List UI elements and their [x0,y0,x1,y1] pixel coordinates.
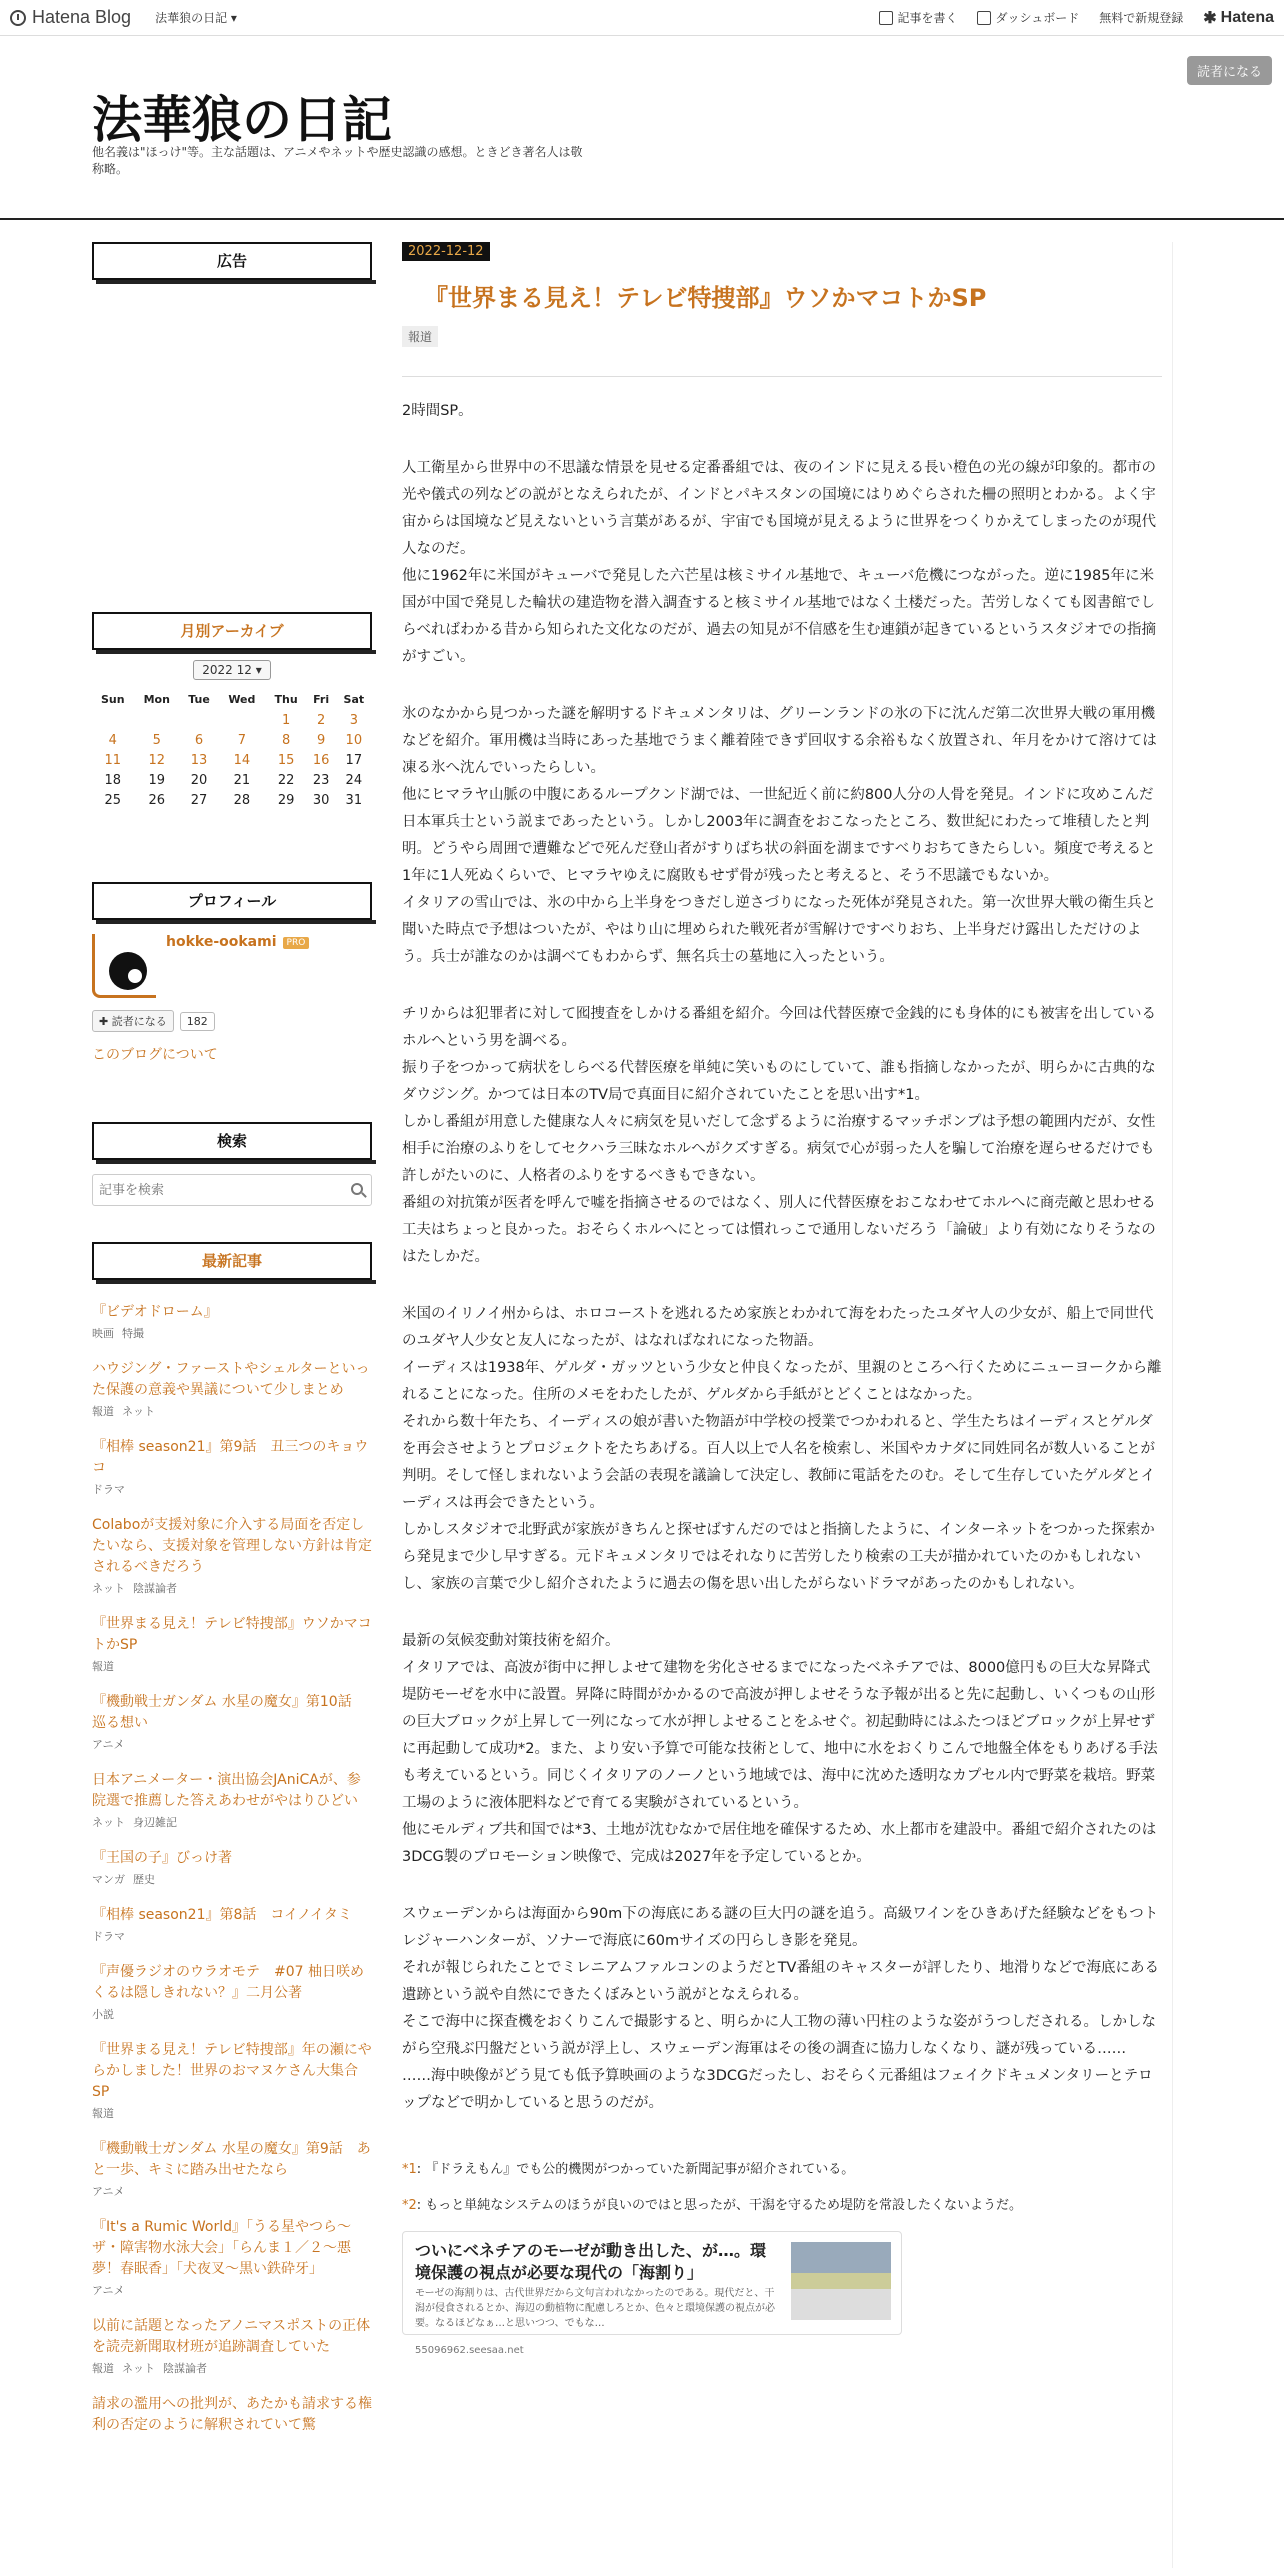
post-paragraph: 他に1962年に米国がキューバで発見した六芒星は核ミサイル基地で、キューバ危機につながった。逆に1985年に米国が中国で発見した輪状の建造物を潜入調査すると核ミサイル基地ではなく土楼だった。苦労しなくても図書館でしらべればわかる昔から知られた文化なのだが、過去の知見が不信感を生む連鎖が起きているというスタジオでの指摘がすごい。 [402,568,1156,665]
recent-item-category[interactable]: アニメ [92,2185,125,2198]
recent-item-category[interactable]: 報道 [92,1405,114,1418]
search-icon[interactable] [351,1183,363,1195]
blog-header [0,36,1284,220]
calendar-day: 25 [104,792,122,808]
recent-item [92,1692,372,1752]
recent-item-title[interactable]: 『世界まる見え！テレビ特捜部』ウソかマコトかSP [92,1616,372,1653]
recent-item-category[interactable]: 身辺雑記 [133,1816,177,1829]
calendar-day: 19 [148,772,166,788]
recent-item-category[interactable]: ドラマ [92,1930,125,1943]
archive-module [92,612,372,810]
calendar-day: 26 [148,792,166,808]
post-paragraph: しかしスタジオで北野武が家族がきちんと探せばすんだのではと指摘したように、インターネットをつかった探索から発見まで少し早すぎる。元ドキュメンタリではそれなりに苦労したり検索の工夫が描かれていたのかもしれないし、家族の言葉で少し紹介されたように過去の傷を思い出したがらないドラマがあったのかもしれない。 [402,1522,1155,1592]
calendar-day[interactable]: 2 [316,712,326,728]
post-paragraph: それが報じられたことでミレニアムファルコンのようだとTV番組のキャスターが評したり、地滑りなどで海底にある遺跡という説や自然にできたくぼみという説がとなえられる。 [402,1960,1159,2003]
post-paragraph: しかし番組が用意した健康な人々に病気を見いだして念ずるように治療するマッチポンプは予想の範囲内だが、女性相手に治療のふりをしてセクハラ三昧なホルへがクズすぎる。病気で心が弱った人を騙して治療を遅らせるだけでも許しがたいのに、人格者のふりをするべきもできない。 [402,1114,1156,1184]
post-paragraph: 番組の対抗策が医者を呼んで嘘を指摘させるのではなく、別人に代替医療をおこなわせてホルへに商売敵と思わせる工夫はちょっと良かった。おそらくホルへにとっては慣れっこで通用しないだろう「論破」より有効になりそうなのはたしかだ。 [402,1195,1156,1265]
calendar-day[interactable]: 1 [281,712,291,728]
search-input[interactable] [93,1175,371,1205]
calendar-day[interactable]: 4 [108,732,117,748]
recent-item-category[interactable]: アニメ [92,1738,125,1751]
recent-item-title[interactable]: 『相棒 season21』第8話 コイノイタミ [92,1907,352,1923]
recent-list [92,1302,372,2436]
profile-avatar[interactable] [92,934,156,998]
calendar-empty [134,710,180,730]
calendar-day: 23 [312,772,330,788]
blog-title[interactable]: 法華狼の日記 [92,91,392,149]
recent-item-category[interactable]: マンガ [92,1873,125,1886]
subscribe-button[interactable]: 読者になる [1187,56,1272,85]
recent-item [92,1905,372,1944]
post-date[interactable]: 2022-12-12 [402,242,490,261]
recent-item-category[interactable]: 歴史 [133,1873,155,1886]
recent-item-category[interactable]: アニメ [92,2284,125,2297]
calendar-weekday: Mon [143,692,170,706]
calendar-day: 24 [345,772,363,788]
pro-badge: PRO [283,937,310,949]
post-paragraph: 他にモルディブ共和国では*3、土地が沈むなかで居住地を確保するため、水上都市を建設中。番組で紹介されたのは3DCG製のプロモーション映像で、完成は2027年を予定しているとか。 [402,1822,1157,1865]
calendar-empty [180,710,218,730]
calendar-weekday: Wed [228,692,256,706]
calendar-day[interactable]: 16 [312,752,330,768]
blog-description: 他名義は"ほっけ"等。主な話題は、アニメやネットや歴史認識の感想。ときどき著名人は敬称略。 [92,145,583,176]
post-paragraph: 2時間SP。 [402,403,473,419]
about-blog-link[interactable]: このブログについて [92,1047,218,1063]
footnote-text: もっと単純なシステムのほうが良いのではと思ったが、干潟を守るため堤防を常設したくないようだ。 [425,2198,1022,2213]
calendar-day: 27 [190,792,208,808]
recent-item-category[interactable]: 陰謀論者 [133,1582,177,1595]
post-paragraph: 氷のなかから見つかった謎を解明するドキュメンタリは、グリーンランドの氷の下に沈んだ第二次世界大戦の軍用機などを紹介。軍用機は当時にあった基地でうまく離着陸できず回収する余裕もなく放置され、年月をかけて溶けては凍る氷へ沈んでいったらしい。 [402,706,1157,776]
subscriber-count[interactable]: 182 [180,1012,215,1031]
calendar-day: 30 [312,792,330,808]
archive-calendar [92,688,372,810]
recent-item-category[interactable]: 特撮 [122,1327,144,1340]
recent-item-title[interactable]: 『声優ラジオのウラオモテ #07 柚日咲めくるは隠しきれない？』二月公著 [92,1964,364,2001]
recent-module [92,1242,372,2454]
post-paragraph: イタリアでは、高波が街中に押しよせて建物を劣化させるまでになったベネチアでは、8000億円もの巨大な昇降式堤防モーゼを水中に設置。昇降に時間がかかるので高波が押しよせそうな予報が出ると先に起動し、いくつもの山形の巨大ブロックが上昇して一列になって水が押しよせることをふせぐ。初起動時にはふたつほどブロックが上昇せずに再起動して成功*2。また、より安い予算で可能な技術として、地中に水をおくりこんで地盤全体をもりあげる手法も考えているという。同じくイタリアのノーノという地域では、海中に沈めた透明なカプセル内で野菜を栽培。野菜工場のように液体肥料などで育てる実験がされているという。 [402,1660,1158,1811]
calendar-weekday: Thu [274,692,298,706]
ad-module [92,242,372,280]
post-title[interactable]: 『世界まる見え！テレビ特捜部』ウソかマコトかSP [424,284,987,312]
profile-name-link[interactable]: hokke-ookami [166,934,277,950]
ad-module-title: 広告 [92,242,372,280]
recent-item-title[interactable]: 『It's a Rumic World』「うる星やつら～ザ・障害物水泳大会」「らんま１／２～悪夢！春眠香」「犬夜叉～黒い鉄砕牙」 [92,2219,352,2277]
recent-item [92,2139,372,2199]
footnote-mark[interactable]: *2 [402,2198,417,2213]
link-card[interactable] [402,2231,902,2356]
recent-item [92,2316,372,2376]
calendar-day[interactable]: 5 [152,732,161,748]
post-paragraph: チリからは犯罪者に対して囮捜査をしかける番組を紹介。今回は代替医療で金銭的にも身体的にも被害を出しているホルへという男を調べる。 [402,1006,1156,1049]
profile-module [92,882,372,1064]
footnote-mark[interactable]: *1 [402,2162,417,2177]
calendar-day: 18 [104,772,122,788]
recent-item-category[interactable]: ドラマ [92,1483,125,1496]
recent-item-category[interactable]: ネット [92,1582,125,1595]
recent-item-category[interactable]: ネット [122,2362,155,2375]
calendar-weekday: Sun [100,692,125,706]
recent-item [92,1770,372,1830]
calendar-day: 22 [277,772,295,788]
recent-item-category[interactable]: 報道 [92,2362,114,2375]
recent-item-title[interactable]: 『王国の子』びっけ著 [92,1850,232,1866]
search-module [92,1122,372,1206]
calendar-weekday: Tue [188,692,210,706]
post-paragraph: 他にヒマラヤ山脈の中腹にあるループクンド湖では、一世紀近く前に約800人分の人骨を発見。インドに攻めこんだ日本軍兵士という説まであったという。しかし2003年に調査をおこなったところ、数世紀にわたって堆積したと判明。どうやら周囲で遭難などで死んだ登山者がすりばち状の斜面を湖まですべりおちてきたらしい。頻度で考えると1年に1人死ぬくらいで、ヒマラヤゆえに腐敗もせず骨が残ったと考えると、そう不思議でもないか。 [402,787,1156,884]
archive-module-title[interactable]: 月別アーカイブ [92,612,372,650]
calendar-day: 20 [190,772,208,788]
calendar-empty [92,710,134,730]
recent-item-title[interactable]: 『機動戦士ガンダム 水星の魔女』第10話 巡る想い [92,1694,366,1731]
post-paragraph: 振り子をつかって病状をしらべる代替医療を単純に笑いものにしていて、誰も指摘しなかったが、明らかに古典的なダウジング。かつては日本のTV局で真面目に紹介されていたことを思い出す*1。 [402,1060,1156,1103]
recent-item [92,2040,372,2121]
calendar-day: 31 [345,792,363,808]
calendar-day[interactable]: 13 [190,752,208,768]
recent-item-title[interactable]: 日本アニメーター・演出協会JAniCAが、参院選で推薦した答えあわせがやはりひどい [92,1772,361,1809]
link-card-domain: 55096962.seesaa.net [415,2345,524,2356]
calendar-day: 17 [345,752,363,768]
calendar-day[interactable]: 10 [345,732,363,748]
recent-item [92,1302,372,1341]
recent-item [92,2217,372,2298]
calendar-day[interactable]: 11 [104,752,122,768]
recent-item-title[interactable]: Colaboが支援対象に介入する局面を否定したいなら、支援対象を管理しない方針は肯定されるべきだろう [92,1517,372,1575]
recent-item-title[interactable]: 以前に話題となったアノニマスポストの正体を読売新聞取材班が追跡調査していた [92,2318,371,2355]
post-paragraph: イタリアの雪山では、氷の中から上半身をつきだし逆さづりになった死体が発見された。第一次世界大戦の衛生兵と聞いた時点で予想はついたが、やはり山に埋められた戦死者が雪解けですべりおち、上半身だけ露出しただけのよう。兵士が誰なのかは調べてもわからず、無名兵士の墓地に入ったという。 [402,895,1156,965]
post-divider [402,376,1162,377]
calendar-day[interactable]: 12 [148,752,166,768]
recent-item-title[interactable]: 『ビデオドローム』 [92,1304,218,1320]
hatena-blog-logo-icon [10,10,26,26]
post-paragraph: ……海中映像がどう見ても低予算映画のような3DCGだったし、おそらく元番組はフェイクドキュメンタリーとテロップなどで明かしていると思うのだが。 [402,2068,1153,2111]
search-module-title: 検索 [92,1122,372,1160]
post-paragraph: そこで海中に探査機をおくりこんで撮影すると、明らかに人工物の薄い円柱のような姿がうつしだされる。しかしながら空飛ぶ円盤だという説が浮上し、スウェーデン海軍はその後の調査に協力しなくなり、謎が残っている…… [402,2014,1156,2057]
post-paragraph: 人工衛星から世界中の不思議な情景を見せる定番番組では、夜のインドに見える長い橙色の光の線が印象的。都市の光や儀式の列などの説がとなえられたが、インドとパキスタンの国境にはりめぐらされた柵の照明とわかる。よく宇宙からは国境など見えないという言葉があるが、宇宙でも国境が見えるように世界をつくりかえてしまったのが現代人なのだ。 [402,460,1156,557]
hatena-blog-logo[interactable]: Hatena Blog [10,7,131,28]
calendar-day[interactable]: 6 [194,732,204,748]
recent-item-title[interactable]: 『相棒 season21』第9話 丑三つのキョウコ [92,1439,369,1476]
profile-module-title: プロフィール [92,882,372,920]
calendar-day[interactable]: 7 [237,732,246,748]
post-paragraph: イーディスは1938年、ゲルダ・ガッツという少女と仲良くなったが、里親のところへ行くためにニューヨークから離れることになった。住所のメモをわたしたが、ゲルダから手紙がとどくことはなかった。 [402,1360,1162,1403]
blog-menu[interactable]: 法華狼の日記 ▾ [155,11,237,25]
calendar-day[interactable]: 8 [281,732,291,748]
column-divider [1172,242,1173,2568]
calendar-day[interactable]: 14 [233,752,251,768]
dashboard-link[interactable]: ダッシュボード [977,9,1079,26]
calendar-day[interactable]: 3 [349,712,358,728]
footnote: *2: もっと単純なシステムのほうが良いのではと思ったが、干潟を守るため堤防を常設したくないようだ。 [402,2198,1022,2213]
recent-item-title[interactable]: ハウジング・ファーストやシェルターといった保護の意義や異議について少しまとめ [92,1361,370,1398]
recent-item-category[interactable]: 映画 [92,1327,114,1340]
calendar-day[interactable]: 9 [316,732,326,748]
recent-item [92,1848,372,1887]
profile-subscribe-button[interactable]: ✚ 読者になる [92,1010,174,1032]
hatena-menu[interactable]: ✱ Hatena [1203,8,1274,27]
recent-item [92,1962,372,2022]
link-card-thumbnail[interactable] [791,2242,891,2320]
post-body [402,398,1162,2356]
hatena-logo-icon: ✱ [1203,9,1217,27]
global-header [0,0,1284,36]
recent-item-title[interactable]: 『世界まる見え！テレビ特捜部』年の瀬にやらかしました！世界のおマヌケさん大集合SP [92,2042,372,2100]
write-article-link[interactable]: 記事を書く [879,9,957,26]
recent-item [92,1437,372,1497]
footnote-text: 『ドラえもん』でも公的機関がつかっていた新聞記事が紹介されている。 [425,2162,855,2177]
link-card-title[interactable]: ついにベネチアのモーゼが動き出した、が…。環境保護の視点が必要な現代の「海割り」 [415,2241,767,2282]
post-paragraph: スウェーデンからは海面から90m下の海底にある謎の巨大円の謎を追う。高級ワインをひきあげた経験などをもつトレジャーハンターが、ソナーで海底に60mサイズの円らしき影を発見。 [402,1906,1159,1949]
recent-item-category[interactable]: 報道 [92,2107,114,2120]
search-box [92,1174,372,1206]
recent-item-title[interactable]: 『機動戦士ガンダム 水星の魔女』第9話 あと一歩、キミに踏み出せたなら [92,2141,371,2178]
post-category[interactable]: 報道 [402,326,438,347]
post-paragraph: 米国のイリノイ州からは、ホロコーストを逃れるため家族とわかれて海をわたったユダヤ人の少女が、船上で同世代のユダヤ人少女と友人になったが、はなればなれになった物語。 [402,1306,1154,1349]
calendar-day: 29 [277,792,295,808]
recent-item [92,1515,372,1596]
dashboard-icon [977,11,991,25]
recent-item-category[interactable]: ネット [122,1405,155,1418]
link-card-description: モーゼの海割りは、古代世界だから文句言われなかったのである。現代だと、干潟が侵食されるとか、海辺の動植物に配慮しろとか、色々と環境保護の視点が必要。なるほどなぁ…と思いつつ、でもな… [415,2288,775,2329]
pencil-icon [879,11,893,25]
recent-module-title[interactable]: 最新記事 [92,1242,372,1280]
archive-month-select[interactable]: 2022 12 ▾ [193,660,271,680]
calendar-weekday: Sat [343,692,365,706]
calendar-weekday: Fri [313,692,330,706]
recent-item-category[interactable]: 小説 [92,2008,114,2021]
calendar-day: 21 [233,772,251,788]
recent-item-category[interactable]: 陰謀論者 [163,2362,207,2375]
recent-item-category[interactable]: ネット [92,1816,125,1829]
recent-item-category[interactable]: 報道 [92,1660,114,1673]
recent-item-title[interactable]: 請求の濫用への批判が、あたかも請求する権利の否定のように解釈されていて驚 [92,2396,372,2433]
calendar-day[interactable]: 15 [277,752,295,768]
signup-link[interactable]: 無料で新規登録 [1099,11,1184,25]
footnotes [402,2159,1162,2217]
footnote: *1: 『ドラえもん』でも公的機関がつかっていた新聞記事が紹介されている。 [402,2162,855,2177]
recent-item [92,1614,372,1674]
post-paragraph: それから数十年たち、イーディスの娘が書いた物語が中学校の授業でつかわれると、学生たちはイーディスとゲルダを再会させようとプロジェクトをたちあげる。百人以上で人名を検索し、米国やカナダに同姓同名が数人いることが判明。そして怪しまれないよう会話の表現を議論して決定し、教師に電話をたのむ。そして生存していたゲルダとイーディスは再会できたという。 [402,1414,1156,1511]
calendar-day: 28 [233,792,251,808]
post-paragraph: 最新の気候変動対策技術を紹介。 [402,1633,620,1649]
recent-item [92,1359,372,1419]
recent-item [92,2394,372,2436]
calendar-empty [218,710,266,730]
